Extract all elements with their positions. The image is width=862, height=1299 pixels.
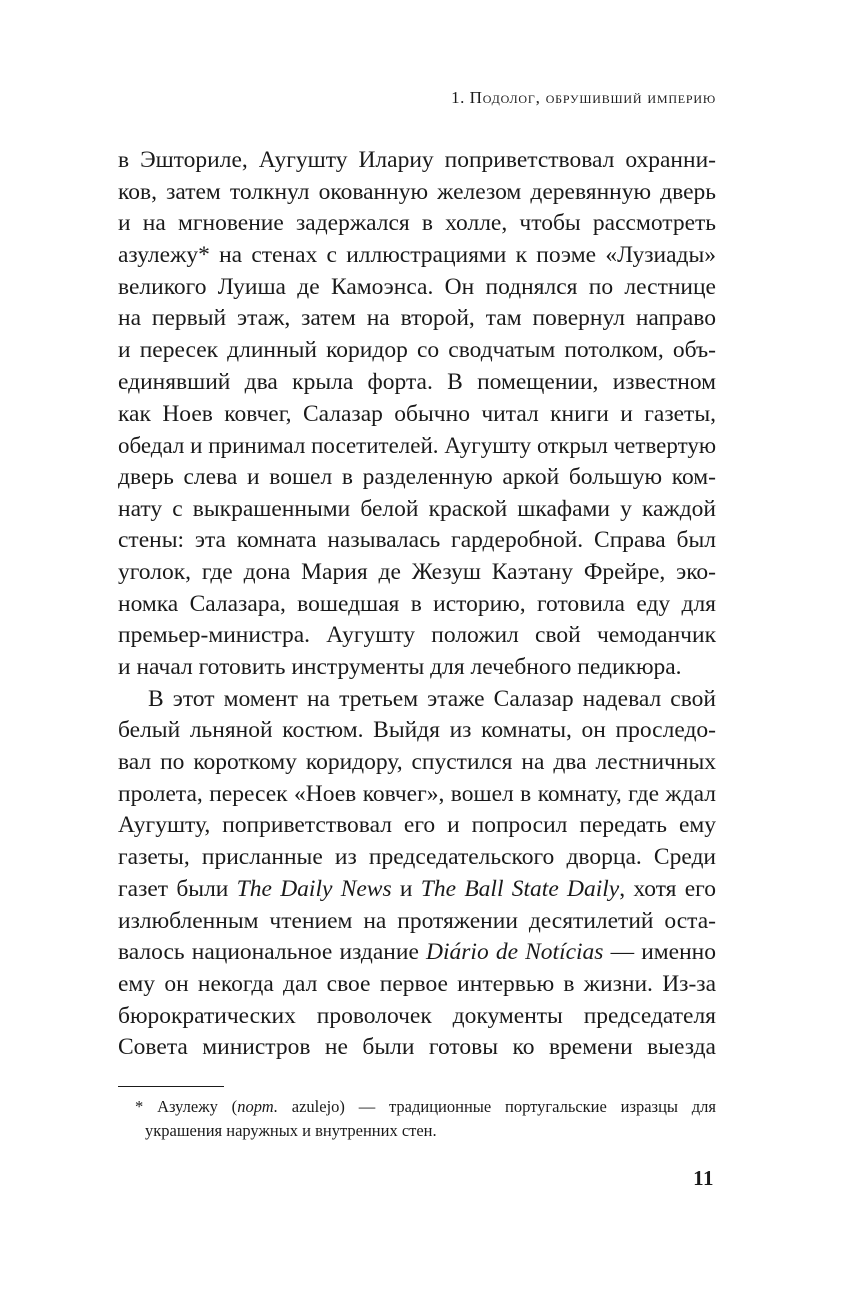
newspaper-title: The Daily News [236, 875, 392, 902]
running-header [451, 88, 716, 108]
text-line: на первый этаж, затем на второй, там повернул направо [118, 305, 716, 332]
text-line: пролета, пересек «Ноев ковчег», вошел в комнату, где ждал [118, 780, 716, 807]
text-line: азулежу* на стенах с иллюстрациями к поэме «Лузиады» [118, 242, 716, 269]
text-run: — именно [603, 939, 716, 966]
footnote-line: украшения наружных и внутренних стен. [145, 1121, 437, 1140]
text-line: уголок, где дона Мария де Жезуш Каэтану Фрейре, эко- [118, 558, 716, 585]
text-line: В этот момент на третьем этаже Салазар надевал свой [148, 685, 716, 712]
text-line: ков, затем толкнул окованную железом деревянную дверь [118, 178, 716, 205]
text-line: обедал и принимал посетителей. Аугушту открыл четвертую [118, 433, 716, 459]
newspaper-title: Diário de Notícias [426, 939, 604, 966]
footnote-text: azulejo) — традиционные португальские изразцы для [277, 1097, 717, 1116]
footnote-divider [118, 1086, 224, 1087]
newspaper-title: The Ball State Daily [420, 875, 620, 902]
text-line: великого Луиша де Камоэнса. Он поднялся по лестнице [118, 273, 716, 300]
text-line [118, 937, 716, 969]
footnote [135, 1095, 717, 1143]
text-line: номка Салазара, вошедшая в историю, готовила еду для [118, 590, 716, 617]
text-line: ему он некогда дал свое первое интервью в жизни. Из-за [118, 970, 716, 997]
text-line: газеты, присланные из председательского дворца. Среди [118, 844, 716, 871]
text-line: премьер-министра. Аугушту положил свой чемоданчик [118, 622, 716, 649]
text-line: дверь слева и вошел в разделенную аркой большую ком- [118, 463, 716, 490]
text-line: белый льняной костюм. Выйдя из комнаты, он проследо- [118, 717, 716, 744]
text-line: вал по короткому коридору, спустился на два лестничных [118, 749, 716, 776]
text-line: и пересек длинный коридор со сводчатым потолком, объ- [118, 337, 716, 364]
chapter-title: Подолог, обрушивший империю [469, 88, 716, 107]
text-line: Совета министров не были готовы ко времени выезда [118, 1034, 716, 1061]
text-line: бюрократических проволочек документы председателя [118, 1002, 716, 1029]
footnote-text: Азулежу ( [157, 1097, 238, 1116]
footnote-line [135, 1095, 716, 1119]
text-line: стены: эта комната называлась гардеробной. Справа был [118, 527, 716, 554]
text-line: излюбленным чтением на протяжении десятилетий оста- [118, 907, 716, 934]
text-run: валось национальное издание [118, 939, 427, 966]
text-line: Аугушту, поприветствовал его и попросил передать ему [118, 812, 716, 839]
text-run: , хотя его [619, 875, 716, 902]
footnote-abbr: порт. [237, 1097, 278, 1116]
text-line [118, 874, 716, 906]
footnote-marker: * [135, 1097, 144, 1116]
text-line: и на мгновение задержался в холле, чтобы рассмотреть [118, 210, 716, 237]
text-line: как Ноев ковчег, Салазар обычно читал книги и газеты, [118, 400, 716, 427]
text-line: нату с выкрашенными белой краской шкафами у каждой [118, 495, 716, 522]
text-run: и [391, 875, 421, 902]
body-text [118, 145, 716, 1064]
text-run: газет были [118, 875, 237, 902]
text-line: в Эшториле, Аугушту Илариу поприветствовал охранни- [118, 147, 716, 173]
chapter-number: 1. [451, 88, 465, 107]
text-line: единявший два крыла форта. В помещении, известном [118, 368, 716, 395]
page-number: 11 [693, 1166, 714, 1190]
text-line: и начал готовить инструменты для лечебного педикюра. [118, 654, 682, 680]
